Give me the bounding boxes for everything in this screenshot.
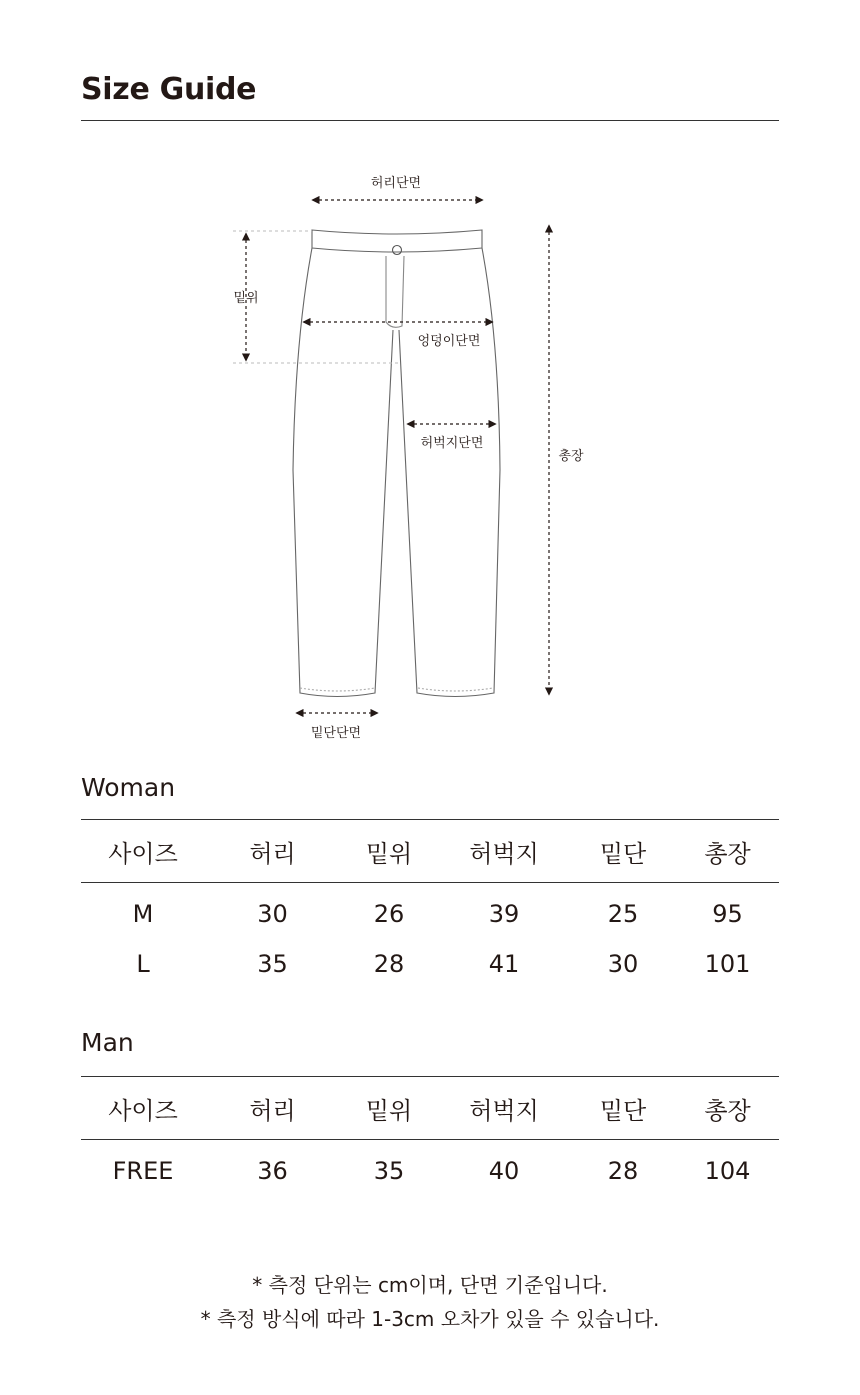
waist-label: 허리단면 (370, 176, 422, 191)
woman-size-table (81, 819, 779, 989)
column-header-hem: 밑단 (570, 1077, 676, 1140)
notes (0, 1268, 860, 1336)
cell-waist: 36 (257, 1157, 288, 1185)
column-header-waist: 허리 (205, 820, 340, 883)
length-label: 총장 (558, 449, 584, 464)
table-row (81, 1140, 779, 1197)
column-header-size: 사이즈 (81, 1077, 205, 1140)
cell-length: 104 (704, 1157, 751, 1185)
table-header-row (81, 1077, 779, 1140)
column-header-thigh: 허벅지 (438, 1077, 570, 1140)
column-header-waist: 허리 (205, 1077, 340, 1140)
cell-thigh: 41 (488, 950, 520, 978)
cell-length: 95 (712, 900, 743, 928)
column-header-length: 총장 (676, 820, 779, 883)
table-row (81, 939, 779, 989)
column-header-rise: 밑위 (340, 820, 438, 883)
cell-hem: 25 (607, 900, 639, 928)
column-header-rise: 밑위 (340, 1077, 438, 1140)
cell-rise: 28 (373, 950, 405, 978)
note-tolerance: * 측정 방식에 따라 1-3cm 오차가 있을 수 있습니다. (200, 1307, 660, 1331)
man-size-table (81, 1076, 779, 1196)
cell-size: M (132, 900, 154, 928)
cell-waist: 30 (257, 900, 288, 928)
cell-hem: 30 (607, 950, 639, 978)
cell-waist: 35 (257, 950, 288, 978)
column-header-thigh: 허벅지 (438, 820, 570, 883)
cell-thigh: 39 (488, 900, 520, 928)
cell-rise: 26 (373, 900, 405, 928)
hem-label: 밑단단면 (310, 726, 362, 741)
hip-label: 엉덩이단면 (417, 334, 481, 349)
column-header-size: 사이즈 (81, 820, 205, 883)
cell-hem: 28 (607, 1157, 639, 1185)
cell-rise: 35 (373, 1157, 405, 1185)
column-header-length: 총장 (676, 1077, 779, 1140)
cell-size: FREE (112, 1157, 174, 1185)
thigh-label: 허벅지단면 (420, 436, 484, 451)
woman-section-title: Woman (81, 773, 176, 802)
pants-illustration (293, 230, 500, 697)
man-section-title: Man (81, 1028, 134, 1057)
column-header-hem: 밑단 (570, 820, 676, 883)
rise-label: 밑위 (233, 291, 259, 306)
cell-size: L (136, 950, 150, 978)
table-header-row (81, 820, 779, 883)
table-row (81, 883, 779, 940)
page-title: Size Guide (81, 72, 257, 107)
cell-thigh: 40 (488, 1157, 520, 1185)
cell-length: 101 (704, 950, 751, 978)
note-unit: * 측정 단위는 cm이며, 단면 기준입니다. (252, 1273, 608, 1297)
